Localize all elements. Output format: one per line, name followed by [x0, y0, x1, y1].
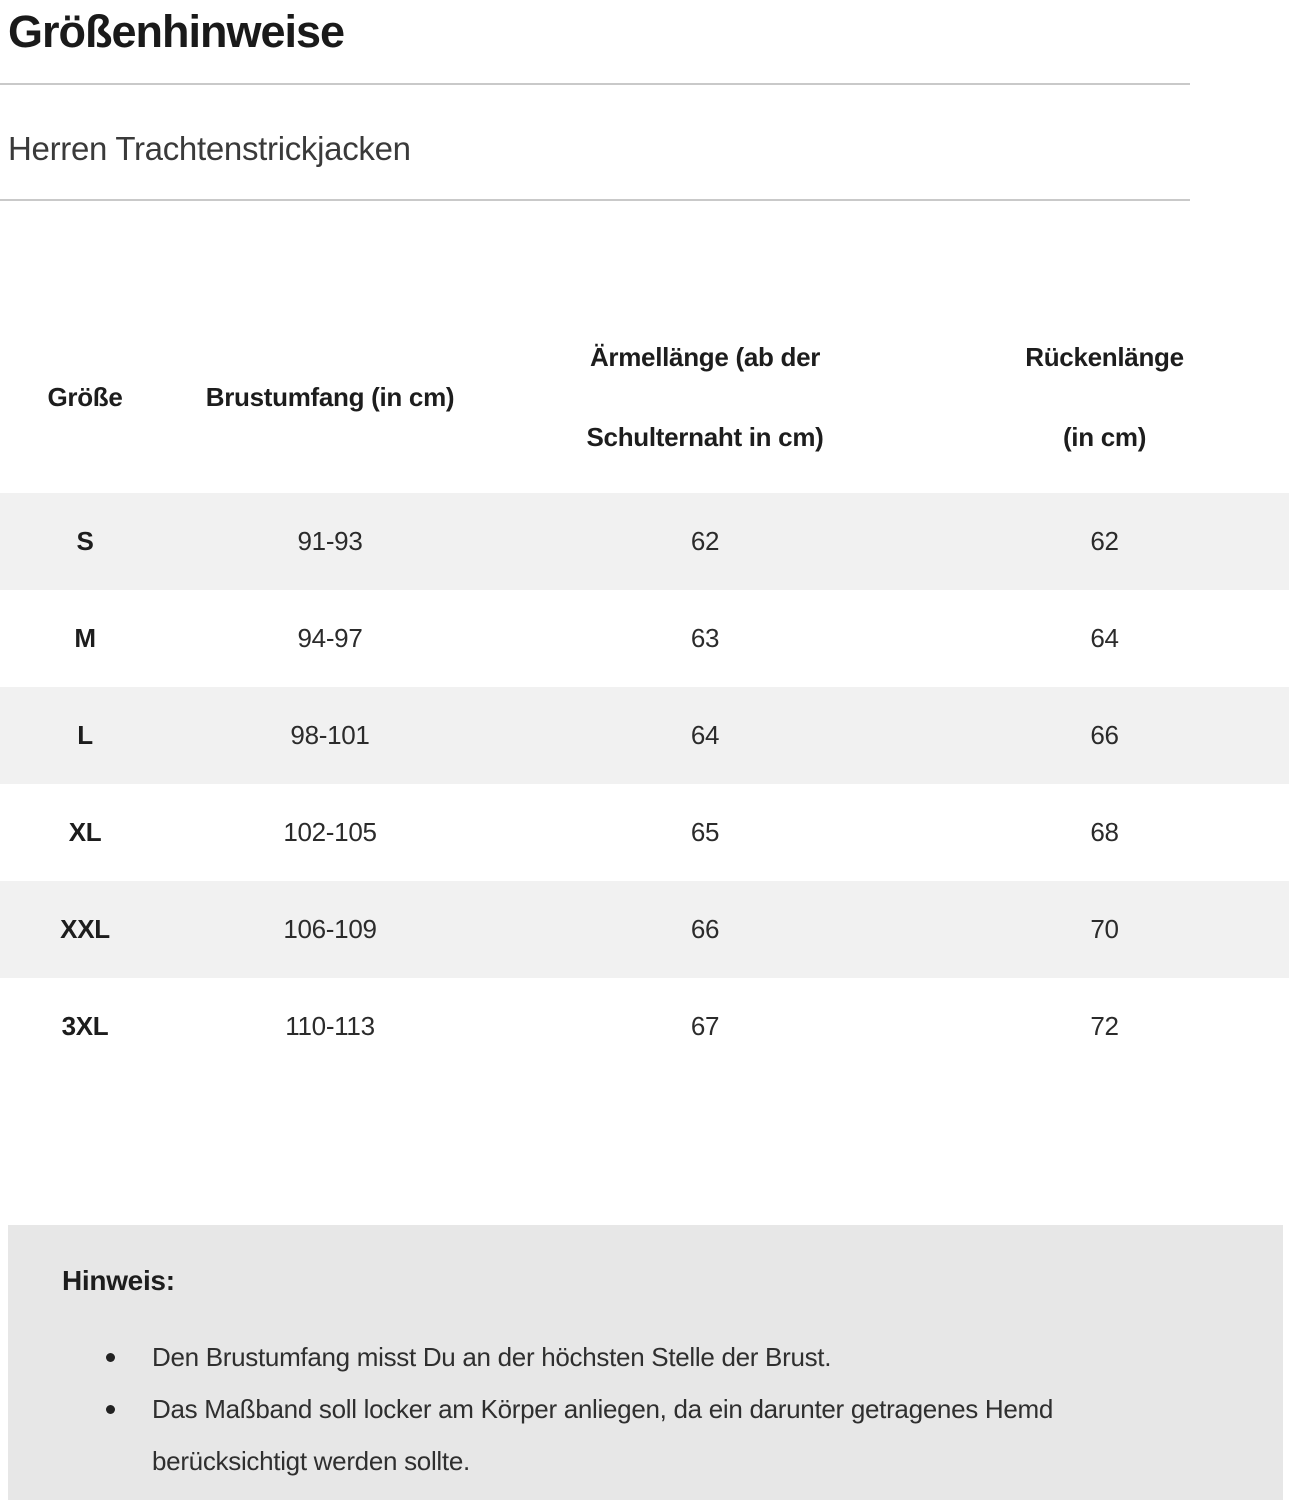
size-table-header-row	[0, 301, 1289, 493]
table-row	[0, 590, 1289, 687]
back-value: 62	[1090, 526, 1119, 556]
table-row	[0, 687, 1289, 784]
table-row	[0, 881, 1289, 978]
size-table	[0, 301, 1289, 1075]
size-label: XL	[68, 817, 102, 847]
chest-value: 98-101	[290, 720, 370, 750]
bullet-icon	[106, 1405, 115, 1414]
size-label: S	[76, 526, 94, 556]
sleeve-value: 67	[690, 1011, 720, 1041]
divider	[0, 199, 1190, 201]
hint-list	[62, 1331, 1223, 1487]
back-value: 70	[1090, 914, 1119, 944]
hint-heading: Hinweis:	[62, 1265, 175, 1296]
size-label: XXL	[60, 914, 110, 944]
size-label: L	[77, 720, 93, 750]
sleeve-value: 62	[690, 526, 720, 556]
list-item	[62, 1383, 1142, 1487]
divider	[0, 83, 1190, 85]
chest-value: 102-105	[283, 817, 377, 847]
back-value: 64	[1090, 623, 1119, 653]
table-row	[0, 493, 1289, 590]
hint-text: Den Brustumfang misst Du an der höchsten Stelle der Brust.	[152, 1342, 832, 1372]
size-label: 3XL	[61, 1011, 109, 1041]
column-header-aermellaenge: Ärmellänge (ab der Schulternaht in cm)	[586, 342, 824, 452]
back-value: 72	[1090, 1011, 1119, 1041]
size-label: M	[74, 623, 96, 653]
chest-value: 91-93	[297, 526, 363, 556]
sleeve-value: 63	[690, 623, 720, 653]
chest-value: 94-97	[297, 623, 363, 653]
table-row	[0, 978, 1289, 1075]
back-value: 66	[1090, 720, 1119, 750]
bullet-icon	[106, 1353, 115, 1362]
product-category-subtitle: Herren Trachtenstrickjacken	[8, 130, 411, 167]
list-item	[62, 1331, 1142, 1383]
chest-value: 110-113	[285, 1011, 375, 1041]
table-row	[0, 784, 1289, 881]
page-title: Größenhinweise	[8, 6, 345, 57]
column-header-groesse: Größe	[47, 382, 123, 412]
hint-text: Das Maßband soll locker am Körper anliegen, da ein darunter getragenes Hemd berücksichtigt werden sollte.	[152, 1394, 1054, 1476]
chest-value: 106-109	[283, 914, 377, 944]
hint-box	[8, 1225, 1283, 1500]
back-value: 68	[1090, 817, 1119, 847]
sleeve-value: 66	[690, 914, 720, 944]
column-header-brustumfang: Brustumfang (in cm)	[205, 382, 455, 412]
sleeve-value: 64	[690, 720, 720, 750]
sleeve-value: 65	[690, 817, 720, 847]
column-header-rueckenlaenge: Rückenlänge (in cm)	[1025, 342, 1184, 452]
